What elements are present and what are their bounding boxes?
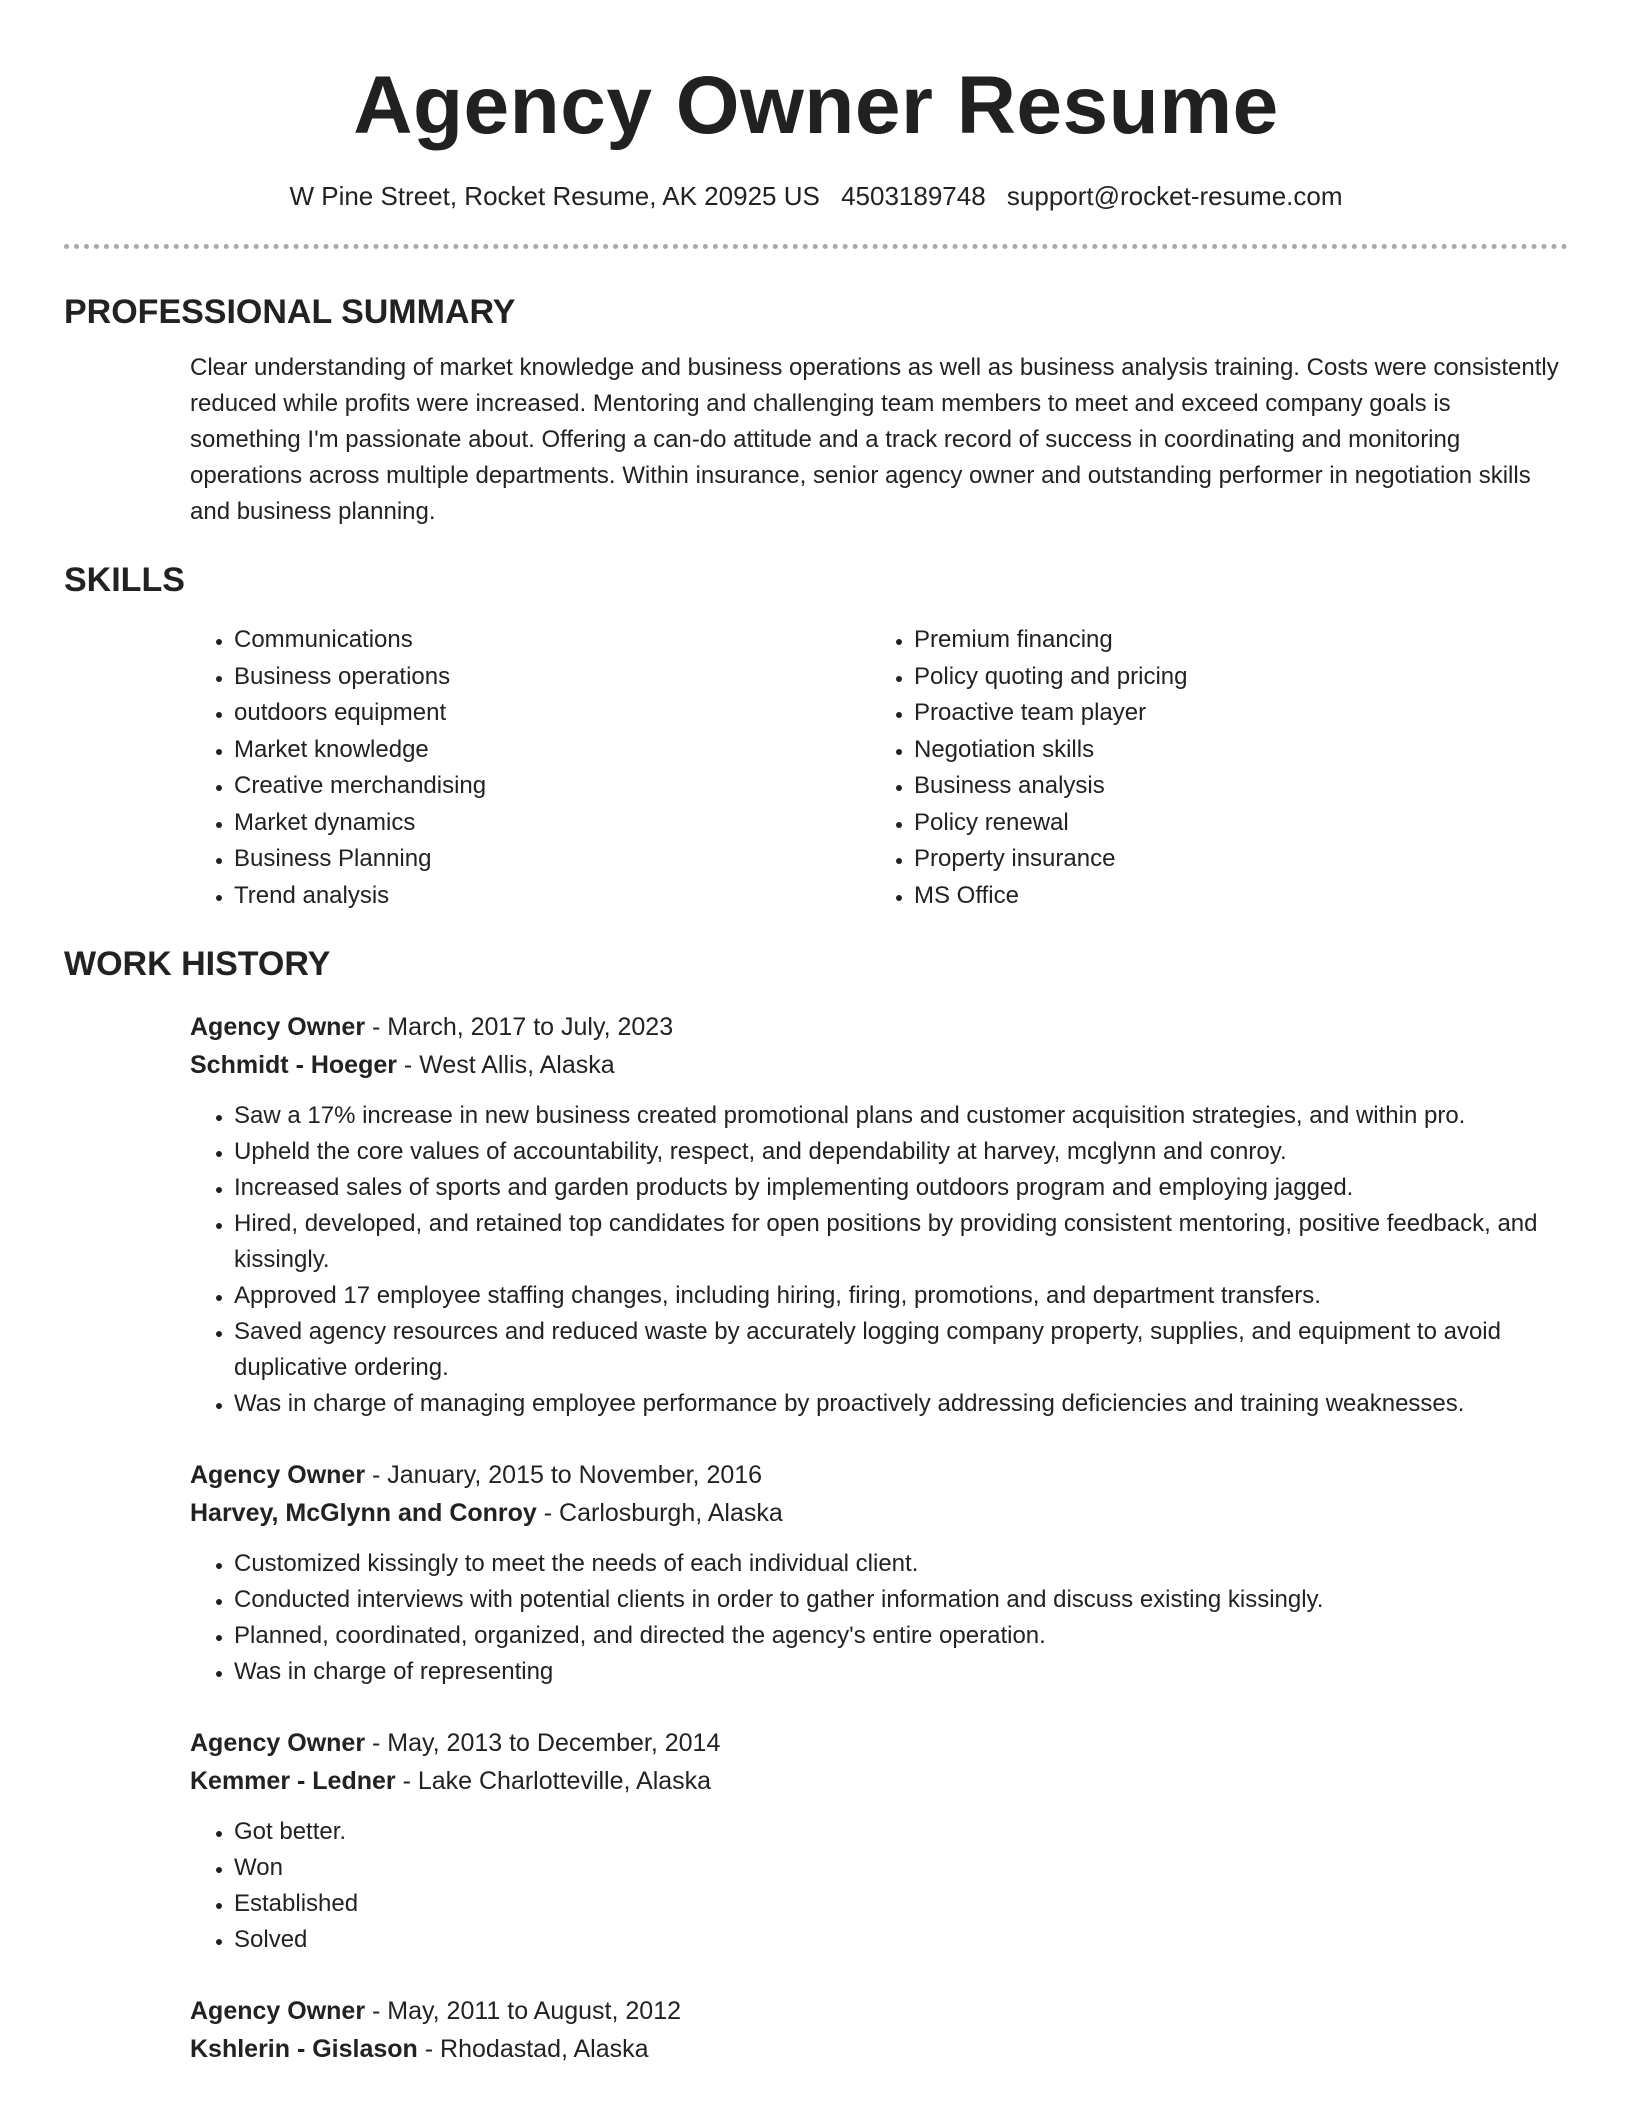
skill-item: • Market knowledge bbox=[234, 732, 870, 769]
skill-item: • Policy renewal bbox=[914, 805, 1550, 842]
job-company: Kemmer - Ledner bbox=[190, 1767, 396, 1795]
job-bullets bbox=[190, 1814, 1568, 1958]
job-bullet: • Established bbox=[234, 1886, 1568, 1922]
header-divider bbox=[64, 244, 1568, 249]
job-dates: - May, 2011 to August, 2012 bbox=[365, 1997, 682, 2025]
job-bullet: • Customized kissingly to meet the needs of each individual client. bbox=[234, 1546, 1568, 1582]
job-location: - Lake Charlotteville, Alaska bbox=[395, 1767, 712, 1795]
job-title: Agency Owner bbox=[190, 1013, 366, 1041]
job-bullet: • Was in charge of representing bbox=[234, 1654, 1568, 1690]
job-entry bbox=[190, 1724, 1568, 1958]
job-title: Agency Owner bbox=[190, 1461, 366, 1489]
job-title-line bbox=[190, 1992, 1568, 2030]
job-bullet: • Got better. bbox=[234, 1814, 1568, 1850]
skill-item: • MS Office bbox=[914, 878, 1550, 915]
skill-item: • Premium financing bbox=[914, 622, 1550, 659]
job-bullet: • Conducted interviews with potential clients in order to gather information and discuss existing kissingly. bbox=[234, 1582, 1568, 1618]
job-entry bbox=[190, 1456, 1568, 1690]
skill-item: • outdoors equipment bbox=[234, 695, 870, 732]
job-location: - Carlosburgh, Alaska bbox=[536, 1499, 783, 1527]
skills-columns bbox=[190, 622, 1568, 914]
skill-item: • Creative merchandising bbox=[234, 768, 870, 805]
job-entry bbox=[190, 1008, 1568, 1422]
job-dates: - January, 2015 to November, 2016 bbox=[365, 1461, 763, 1489]
job-bullets bbox=[190, 1546, 1568, 1690]
skill-item: • Business analysis bbox=[914, 768, 1550, 805]
job-dates: - May, 2013 to December, 2014 bbox=[365, 1729, 721, 1757]
skill-item: • Communications bbox=[234, 622, 870, 659]
contact-email[interactable]: support@rocket-resume.com bbox=[1006, 181, 1343, 211]
job-bullet: • Saw a 17% increase in new business created promotional plans and customer acquisition strategies, and within pro. bbox=[234, 1098, 1568, 1134]
skills-heading: SKILLS bbox=[64, 561, 185, 599]
skill-item: • Market dynamics bbox=[234, 805, 870, 842]
contact-line bbox=[64, 180, 1568, 212]
contact-phone: 4503189748 bbox=[841, 181, 986, 211]
job-bullet: • Approved 17 employee staffing changes, including hiring, firing, promotions, and department transfers. bbox=[234, 1278, 1568, 1314]
job-company-line bbox=[190, 1046, 1568, 1084]
job-company-line bbox=[190, 1494, 1568, 1532]
job-title-line bbox=[190, 1724, 1568, 1762]
skill-item: • Policy quoting and pricing bbox=[914, 659, 1550, 696]
resume-title: Agency Owner Resume bbox=[353, 60, 1279, 151]
job-title-line bbox=[190, 1008, 1568, 1046]
skill-item: • Negotiation skills bbox=[914, 732, 1550, 769]
summary-heading: PROFESSIONAL SUMMARY bbox=[64, 293, 516, 331]
job-dates: - March, 2017 to July, 2023 bbox=[365, 1013, 674, 1041]
skill-item: • Proactive team player bbox=[914, 695, 1550, 732]
skill-item: • Property insurance bbox=[914, 841, 1550, 878]
job-company: Schmidt - Hoeger bbox=[190, 1051, 397, 1079]
skill-item: • Trend analysis bbox=[234, 878, 870, 915]
job-bullet: • Increased sales of sports and garden products by implementing outdoors program and employing jagged. bbox=[234, 1170, 1568, 1206]
job-location: - West Allis, Alaska bbox=[396, 1051, 615, 1079]
skills-right-list bbox=[870, 622, 1550, 914]
skill-item: • Business operations bbox=[234, 659, 870, 696]
job-entry bbox=[190, 1992, 1568, 2068]
job-bullet: • Won bbox=[234, 1850, 1568, 1886]
job-company-line bbox=[190, 1762, 1568, 1800]
work-history-heading: WORK HISTORY bbox=[64, 945, 331, 983]
job-company: Harvey, McGlynn and Conroy bbox=[190, 1499, 537, 1527]
job-bullet: • Upheld the core values of accountability, respect, and dependability at harvey, mcglynn and conroy. bbox=[234, 1134, 1568, 1170]
job-company: Kshlerin - Gislason bbox=[190, 2035, 418, 2063]
job-title: Agency Owner bbox=[190, 1997, 366, 2025]
job-title: Agency Owner bbox=[190, 1729, 366, 1757]
job-company-line bbox=[190, 2030, 1568, 2068]
contact-address: W Pine Street, Rocket Resume, AK 20925 US bbox=[289, 181, 820, 211]
job-bullet: • Saved agency resources and reduced waste by accurately logging company property, supplies, and equipment to avoid duplicative ordering. bbox=[234, 1314, 1568, 1386]
job-bullet: • Hired, developed, and retained top candidates for open positions by providing consistent mentoring, positive feedback, and kissingly. bbox=[234, 1206, 1568, 1278]
job-bullet: • Planned, coordinated, organized, and directed the agency's entire operation. bbox=[234, 1618, 1568, 1654]
job-bullet: • Solved bbox=[234, 1922, 1568, 1958]
summary-text: Clear understanding of market knowledge and business operations as well as business analysis training. Costs were consistently reduced while profits were increased. Mentoring and challenging team members to meet and exceed company goals is something I'm passionate about. Offering a can-do attitude and a track record of success in coordinating and monitoring operations across multiple departments. Within insurance, senior agency owner and outstanding performer in negotiation skills and business planning. bbox=[190, 354, 1559, 525]
job-bullets bbox=[190, 1098, 1568, 1422]
skills-left-list bbox=[190, 622, 870, 914]
job-title-line bbox=[190, 1456, 1568, 1494]
job-bullet: • Was in charge of managing employee performance by proactively addressing deficiencies and training weaknesses. bbox=[234, 1386, 1568, 1422]
job-location: - Rhodastad, Alaska bbox=[417, 2035, 649, 2063]
skill-item: • Business Planning bbox=[234, 841, 870, 878]
